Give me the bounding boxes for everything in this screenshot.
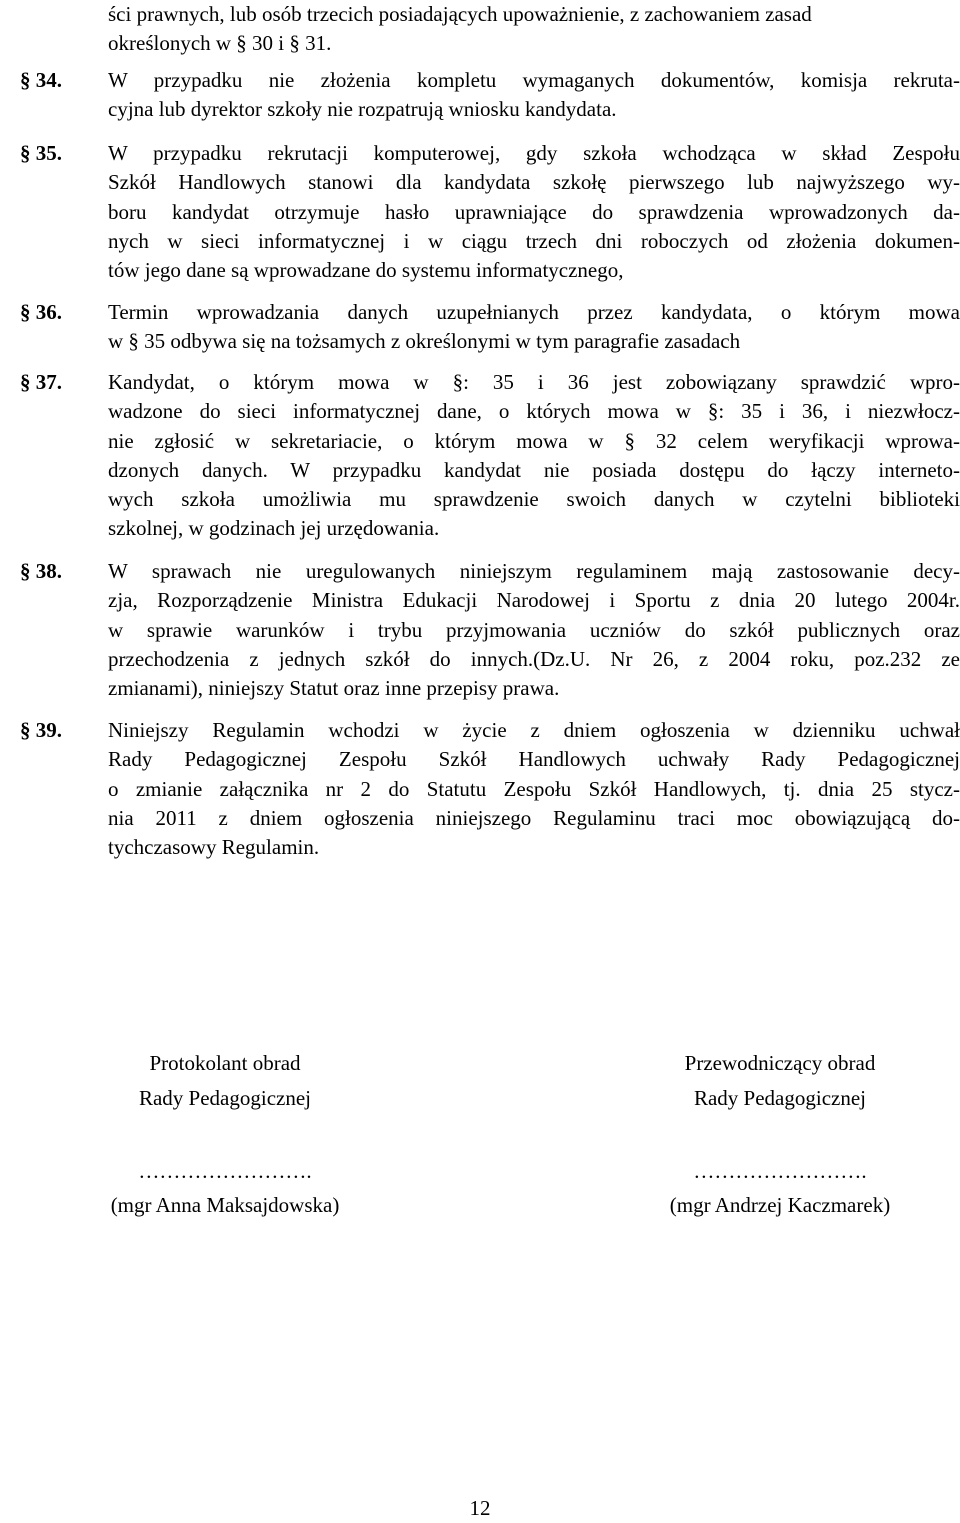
continuation-line-1: ści prawnych, lub osób trzecich posiadających upoważnienie, z zachowaniem zasad (108, 2, 812, 26)
paragraph-body (108, 298, 960, 357)
paragraph-body (108, 139, 960, 285)
paragraph-line: boru kandydat otrzymuje hasło uprawniające do sprawdzenia wprowadzonych da- (108, 199, 960, 224)
paragraph-line: nie zgłosić w sekretariacie, o którym mowa w § 32 celem weryfikacji wprowa- (108, 428, 960, 453)
paragraph-body (108, 66, 960, 125)
paragraph-line: tychczasowy Regulamin. (108, 835, 320, 860)
signature-right-dots: ……………………. (693, 1159, 867, 1183)
paragraph-line: w § 35 odbywa się na tożsamych z określonymi w tym paragrafie zasadach (108, 329, 741, 354)
page-number: 12 (469, 1496, 491, 1520)
paragraph-line: Rady Pedagogicznej Zespołu Szkół Handlowych uchwały Rady Pedagogicznej (108, 747, 960, 772)
signature-right-role-line1: Przewodniczący obrad (684, 1051, 876, 1075)
paragraph-line: Niniejszy Regulamin wchodzi w życie z dniem ogłoszenia w dzienniku uchwał (108, 718, 960, 742)
paragraph-number: § 39. (20, 718, 62, 742)
paragraph-line: o zmianie załącznika nr 2 do Statutu Zespołu Szkół Handlowych, tj. dnia 25 stycz- (108, 776, 960, 801)
continuation-line-2: określonych w § 30 i § 31. (108, 31, 332, 55)
paragraph-line: W przypadku rekrutacji komputerowej, gdy szkoła wchodząca w skład Zespołu (108, 141, 960, 165)
paragraph-line: tów jego dane są wprowadzane do systemu informatycznego, (108, 258, 624, 283)
paragraph-line: nych w sieci informatycznej i w ciągu trzech dni roboczych od złożenia dokumen- (108, 228, 960, 253)
paragraph-line: w sprawie warunków i trybu przyjmowania uczniów do szkół publicznych oraz (108, 617, 960, 642)
paragraph-line: zja, Rozporządzenie Ministra Edukacji Narodowej i Sportu z dnia 20 lutego 2004r. (108, 588, 960, 613)
paragraph-line: W sprawach nie uregulowanych niniejszym regulaminem mają zastosowanie decy- (108, 559, 960, 583)
paragraph-number: § 35. (20, 141, 62, 165)
paragraph-line: Termin wprowadzania danych uzupełnianych przez kandydata, o którym mowa (108, 300, 960, 324)
paragraph-line: Szkół Handlowych stanowi dla kandydata szkołę pierwszego lub najwyższego wy- (108, 170, 960, 195)
signature-right-name: (mgr Andrzej Kaczmarek) (669, 1193, 891, 1217)
signature-right-role-line2: Rady Pedagogicznej (693, 1086, 867, 1110)
paragraph-number: § 37. (20, 370, 62, 394)
paragraph-line: Kandydat, o którym mowa w §: 35 i 36 jest zobowiązany sprawdzić wpro- (108, 370, 960, 394)
paragraph-line: szkolnej, w godzinach jej urzędowania. (108, 516, 440, 541)
paragraph-number: § 34. (20, 68, 62, 92)
signature-left-name: (mgr Anna Maksajdowska) (110, 1193, 340, 1217)
paragraph-line: nia 2011 z dniem ogłoszenia niniejszego Regulaminu traci moc obowiązującą do- (108, 805, 960, 830)
paragraph-line: zmianami), niniejszy Statut oraz inne przepisy prawa. (108, 676, 560, 701)
paragraph-number: § 38. (20, 559, 62, 583)
paragraph-line: cyjna lub dyrektor szkoły nie rozpatrują wniosku kandydata. (108, 97, 617, 122)
paragraph-line: przechodzenia z jednych szkół do innych.(Dz.U. Nr 26, z 2004 roku, poz.232 ze (108, 646, 960, 671)
paragraph-line: wych szkoła umożliwia mu sprawdzenie swoich danych w czytelni biblioteki (108, 487, 960, 512)
signature-left-dots: ……………………. (138, 1159, 312, 1183)
paragraph-body (108, 557, 960, 703)
paragraph-line: wadzone do sieci informatycznej dane, o których mowa w §: 35 i 36, i niezwłocz- (108, 399, 960, 424)
paragraph-line: W przypadku nie złożenia kompletu wymaganych dokumentów, komisja rekruta- (108, 68, 960, 92)
paragraph-body (108, 716, 960, 862)
paragraph-line: dzonych danych. W przypadku kandydat nie posiada dostępu do łączy interneto- (108, 457, 960, 482)
paragraph-number: § 36. (20, 300, 62, 324)
paragraph-body (108, 368, 960, 544)
signature-left-role-line2: Rady Pedagogicznej (138, 1086, 312, 1110)
signature-left-role-line1: Protokolant obrad (149, 1051, 301, 1075)
